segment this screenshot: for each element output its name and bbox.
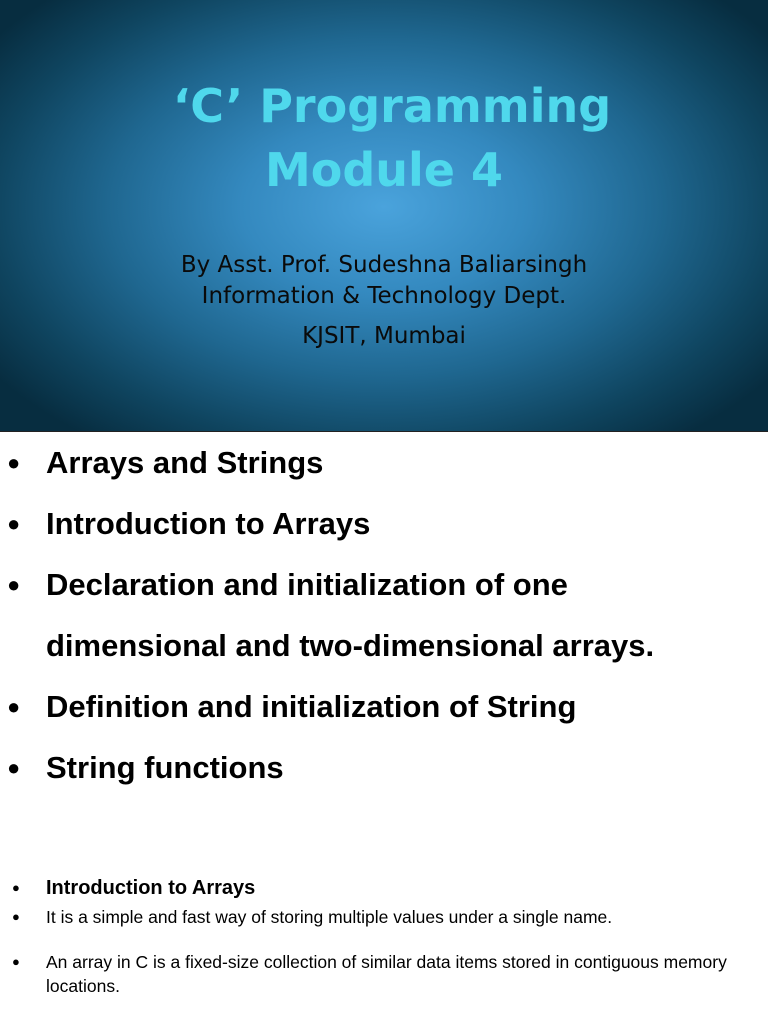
bullet-icon: ●	[7, 694, 21, 719]
list-item-text: An array in C is a fixed-size collection of similar data items stored in contiguous memory locations.	[46, 952, 727, 996]
list-item-text: String functions	[46, 750, 284, 785]
list-item-text: Introduction to Arrays	[46, 506, 371, 541]
list-item	[0, 432, 768, 493]
list-item-text: Arrays and Strings	[46, 445, 324, 480]
list-item-text: Introduction to Arrays	[46, 877, 256, 899]
list-item	[0, 905, 768, 950]
list-item	[0, 554, 768, 615]
list-item-heading	[0, 873, 768, 905]
bullet-icon: ●	[12, 880, 20, 895]
list-item	[0, 676, 768, 737]
slide-title: ‘C’ Programming	[172, 79, 612, 133]
list-item	[0, 950, 768, 998]
bullet-icon: ●	[7, 572, 21, 597]
department-line: Information & Technology Dept.	[201, 283, 567, 309]
bullet-icon: ●	[12, 954, 20, 969]
bullet-icon: ●	[7, 450, 21, 475]
list-item	[0, 493, 768, 554]
list-item-text: Definition and initialization of String	[46, 689, 577, 724]
slide-title-module: Module 4	[264, 143, 504, 197]
title-slide	[0, 0, 768, 432]
bullet-icon: ●	[7, 511, 21, 536]
bullet-icon: ●	[12, 909, 20, 924]
list-item-text: Declaration and initialization of one	[46, 567, 568, 602]
list-item	[0, 737, 768, 798]
topics-list	[0, 432, 768, 798]
list-item-continuation: dimensional and two-dimensional arrays.	[46, 628, 655, 663]
bullet-icon: ●	[7, 755, 21, 780]
author-line: By Asst. Prof. Sudeshna Baliarsingh	[180, 252, 588, 278]
institute-line: KJSIT, Mumbai	[302, 323, 466, 349]
intro-list	[0, 873, 768, 998]
list-item-text: It is a simple and fast way of storing multiple values under a single name.	[46, 907, 613, 927]
